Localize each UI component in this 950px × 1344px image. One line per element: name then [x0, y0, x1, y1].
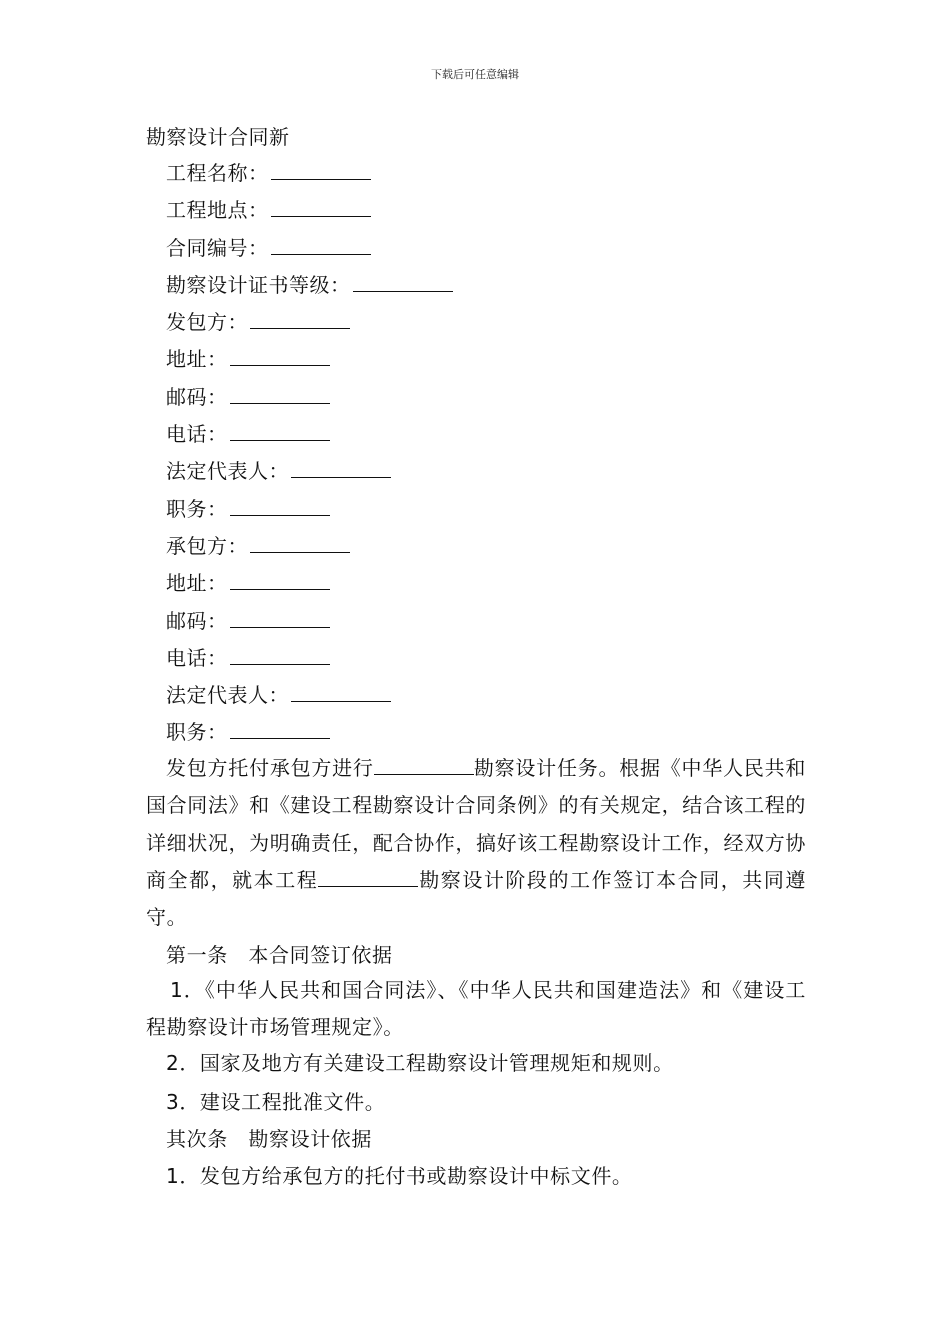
- field-contractor: [166, 530, 453, 567]
- field-contractor-phone: [166, 642, 453, 679]
- blank-line: [230, 493, 330, 516]
- blank-line: [230, 716, 330, 739]
- field-client-postcode: [166, 381, 453, 418]
- field-label: 电话：: [166, 422, 228, 447]
- field-project-location: [166, 194, 453, 231]
- article2-heading: 其次条 勘察设计依据: [166, 1127, 372, 1151]
- field-label: 法定代表人：: [166, 683, 289, 708]
- field-label: 发包方：: [166, 310, 248, 335]
- field-client-address: [166, 343, 453, 380]
- field-label: 电话：: [166, 645, 228, 670]
- blank-line: [291, 679, 391, 702]
- blank-line: [230, 381, 330, 404]
- blank-line: [230, 343, 330, 366]
- intro-text-3: 勘察设计阶段的工作签订本合同，共同遵守。: [146, 867, 806, 930]
- contract-fields: [166, 157, 453, 754]
- field-certificate-grade: [166, 269, 453, 306]
- field-contract-number: [166, 232, 453, 269]
- article1-item3: 3．建设工程批准文件。: [166, 1090, 386, 1114]
- blank-line: [250, 530, 350, 553]
- field-label: 法定代表人：: [166, 459, 289, 484]
- blank-line: [230, 418, 330, 441]
- field-client-position: [166, 493, 453, 530]
- blank-line: [250, 306, 350, 329]
- field-label: 工程名称：: [166, 161, 269, 185]
- intro-text-2: 勘察设计任务。根据《中华人民共和国合同法》和《建设工程勘察设计合同条例》的有关规定，结合该工程的详细状况，为明确责任，配合协作，搞好该工程勘察设计工作，经双方协商全都，就本工程: [146, 756, 807, 892]
- blank-line: [318, 864, 418, 887]
- field-project-name: [166, 157, 453, 194]
- blank-line: [271, 194, 371, 217]
- document-title: 勘察设计合同新: [146, 125, 290, 149]
- field-contractor-address: [166, 567, 453, 604]
- article2-item1: 1．发包方给承包方的托付书或勘察设计中标文件。: [166, 1164, 633, 1188]
- field-contractor-position: [166, 716, 453, 753]
- blank-line: [230, 567, 330, 590]
- field-client-phone: [166, 418, 453, 455]
- field-label: 邮码：: [166, 384, 228, 409]
- field-label: 地址：: [166, 571, 228, 596]
- article1-heading: 第一条 本合同签订依据: [166, 943, 393, 967]
- blank-line: [271, 157, 371, 180]
- field-client-legal-rep: [166, 455, 453, 492]
- blank-line: [353, 269, 453, 292]
- field-label: 邮码：: [166, 608, 228, 633]
- header-note: 下载后可任意编辑: [431, 68, 519, 81]
- blank-line: [230, 605, 330, 628]
- field-label: 工程地点：: [166, 198, 269, 223]
- article1-item1: 1．《中华人民共和国合同法》、《中华人民共和国建造法》和《建设工程勘察设计市场管理规定》。: [146, 978, 806, 1040]
- field-label: 合同编号：: [166, 235, 269, 260]
- blank-line: [230, 642, 330, 665]
- field-contractor-legal-rep: [166, 679, 453, 716]
- blank-line: [271, 232, 371, 255]
- intro-text-1: 发包方托付承包方进行: [166, 756, 374, 780]
- field-client: [166, 306, 453, 343]
- field-label: 地址：: [166, 347, 228, 372]
- intro-paragraph: [146, 750, 806, 936]
- field-label: 承包方：: [166, 533, 248, 558]
- blank-line: [374, 752, 474, 775]
- article1-item2: 2．国家及地方有关建设工程勘察设计管理规矩和规则。: [166, 1051, 674, 1075]
- field-contractor-postcode: [166, 605, 453, 642]
- field-label: 勘察设计证书等级：: [166, 272, 351, 297]
- blank-line: [291, 455, 391, 478]
- field-label: 职务：: [166, 720, 228, 745]
- field-label: 职务：: [166, 496, 228, 521]
